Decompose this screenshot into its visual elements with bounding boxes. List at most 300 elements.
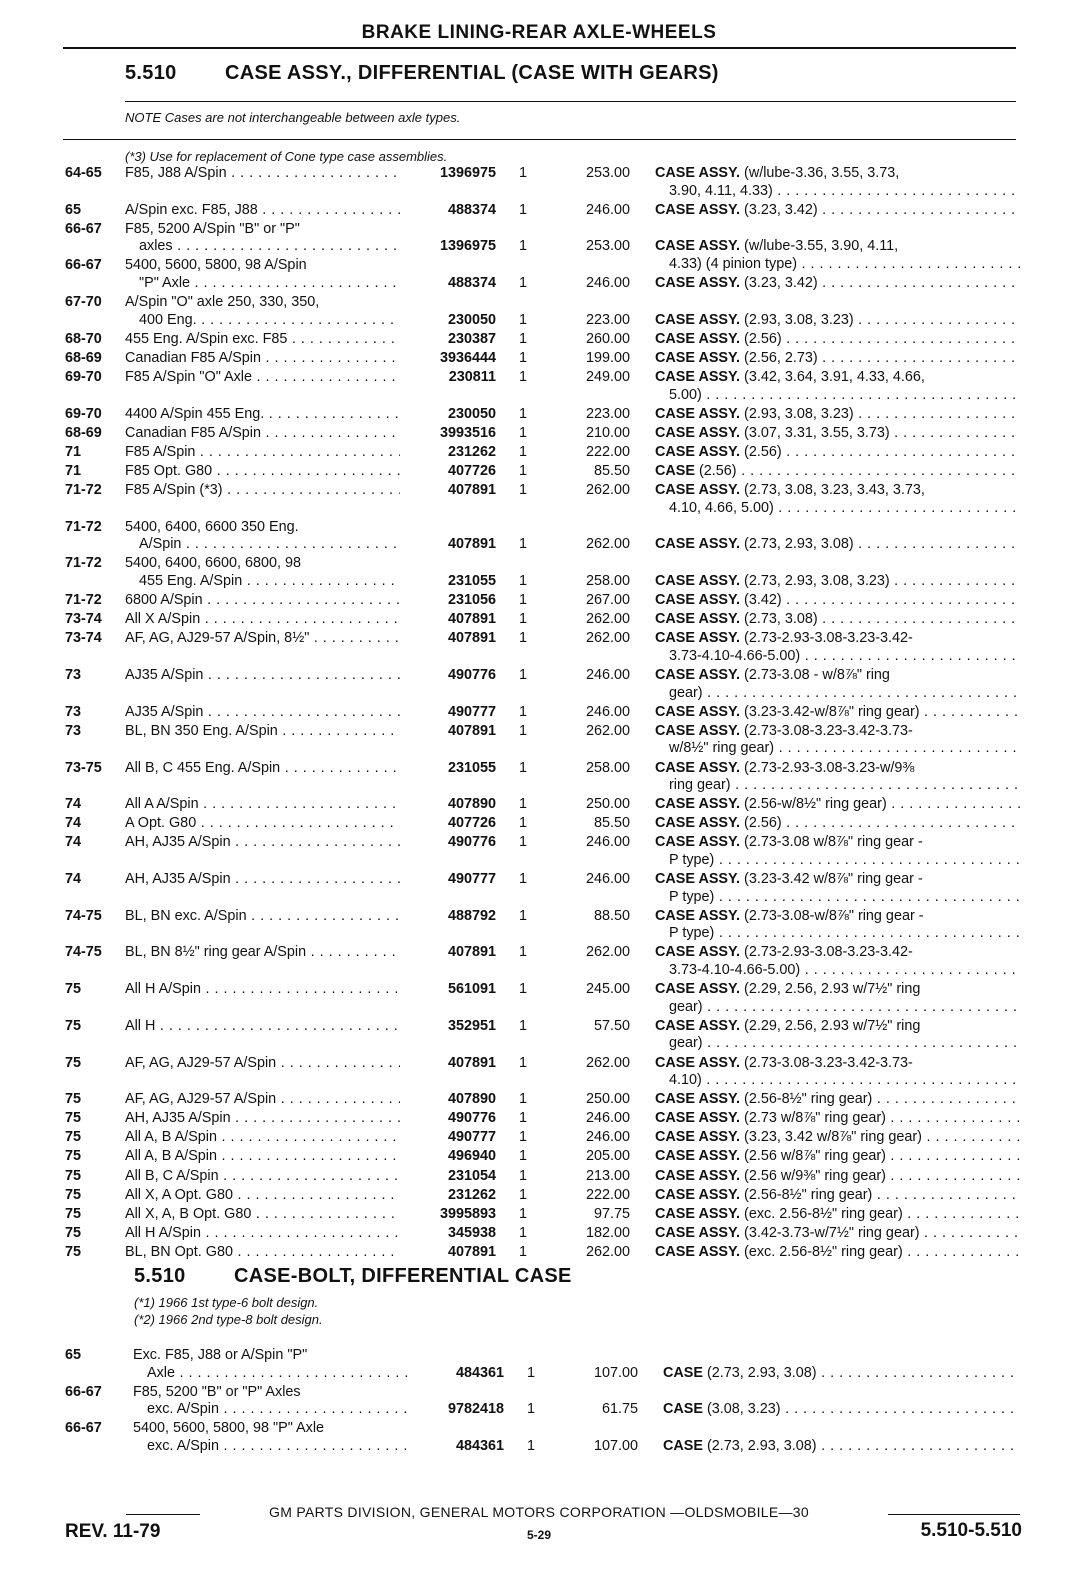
description-text: gear) xyxy=(669,998,703,1015)
part-number: 231262 xyxy=(447,1186,496,1203)
description-text: (2.73-2.93-3.08-3.23-3.42- xyxy=(744,630,913,647)
description-text: (3.07, 3.31, 3.55, 3.73) xyxy=(744,424,890,441)
table-row xyxy=(0,294,1078,331)
description-line xyxy=(655,648,1020,666)
quantity: 1 xyxy=(519,369,528,386)
table-row xyxy=(0,1055,1078,1092)
application-line: BL, BN 8½" ring gear A/Spin . . . xyxy=(125,944,400,962)
description-title: CASE ASSY. xyxy=(655,1054,741,1071)
description xyxy=(655,350,1020,368)
price: 246.00 xyxy=(585,201,630,218)
application-line: 455 Eng. A/Spin . . . xyxy=(125,573,400,591)
table-row xyxy=(0,1018,1078,1055)
year-range: 66-67 xyxy=(65,220,102,237)
description-title: CASE ASSY. xyxy=(655,592,741,609)
part-number: 3995893 xyxy=(439,1205,496,1222)
description xyxy=(655,463,1020,481)
part-number: 231262 xyxy=(447,443,496,460)
part-number: 231054 xyxy=(447,1167,496,1184)
quantity: 1 xyxy=(519,667,528,684)
application-line: All X A/Spin . . . xyxy=(125,611,400,629)
description-text: P type) xyxy=(669,888,715,905)
description-title: CASE xyxy=(655,463,695,479)
part-number: 3993516 xyxy=(439,424,496,441)
price: 267.00 xyxy=(585,592,630,609)
application-line: All A, B A/Spin . . . xyxy=(125,1129,400,1147)
description-line xyxy=(655,740,1020,758)
year-range: 73 xyxy=(65,722,82,739)
section-2-footnote-1: (*1) 1966 1st type-6 bolt design. xyxy=(134,1295,319,1311)
application-line: F85, 5200 "B" or "P" Axles xyxy=(133,1383,301,1400)
price: 213.00 xyxy=(585,1167,630,1184)
description-title: CASE ASSY. xyxy=(655,722,741,739)
description-text: (2.73-3.08 - w/8⅞" ring xyxy=(744,667,890,684)
year-range: 75 xyxy=(65,1054,82,1071)
part-number: 484361 xyxy=(455,1364,504,1381)
description-line xyxy=(655,463,1020,481)
description-title: CASE ASSY. xyxy=(655,1017,741,1034)
description-text: (2.56-8½" ring gear) xyxy=(744,1186,873,1203)
description-text: (2.56-w/8½" ring gear) xyxy=(744,796,887,813)
price: 222.00 xyxy=(585,1186,630,1203)
price: 85.50 xyxy=(593,815,630,832)
part-number: 352951 xyxy=(447,1017,496,1034)
quantity: 1 xyxy=(519,1110,528,1127)
description-title: CASE ASSY. xyxy=(655,330,741,347)
description-title: CASE ASSY. xyxy=(655,201,741,218)
description xyxy=(655,444,1020,462)
description xyxy=(655,834,1020,869)
quantity: 1 xyxy=(519,981,528,998)
year-range: 75 xyxy=(65,981,82,998)
section-2-entries xyxy=(0,1347,1078,1457)
table-row xyxy=(0,723,1078,760)
application-line: exc. A/Spin . . . xyxy=(133,1401,408,1419)
year-range: 71-72 xyxy=(65,555,102,572)
quantity: 1 xyxy=(519,611,528,628)
description-title: CASE ASSY. xyxy=(655,1148,741,1165)
description-line xyxy=(655,1110,1020,1128)
application-line: 5400, 6400, 6600 350 Eng. xyxy=(125,518,299,535)
part-number: 9782418 xyxy=(447,1401,504,1418)
price: 258.00 xyxy=(585,759,630,776)
application-line: Exc. F85, J88 or A/Spin "P" xyxy=(133,1347,308,1364)
application-line: AF, AG, AJ29-57 A/Spin . . . xyxy=(125,1091,400,1109)
part-number: 407726 xyxy=(447,463,496,479)
part-number: 490776 xyxy=(447,667,496,684)
price: 246.00 xyxy=(585,1129,630,1146)
application-line: 5400, 6400, 6600, 6800, 98 xyxy=(125,555,302,572)
description xyxy=(663,1438,1020,1456)
quantity: 1 xyxy=(519,834,528,851)
table-row xyxy=(0,760,1078,797)
application-line: BL, BN exc. A/Spin . . . xyxy=(125,908,400,926)
description-line xyxy=(655,1206,1020,1224)
description-line xyxy=(655,1072,1020,1090)
description xyxy=(655,1168,1020,1186)
section-1-note: NOTE Cases are not interchangeable between axle types. xyxy=(125,110,461,125)
quantity: 1 xyxy=(519,424,528,441)
application-line: All H . . . xyxy=(125,1018,400,1036)
quantity: 1 xyxy=(519,1186,528,1203)
price: 246.00 xyxy=(585,1110,630,1127)
part-number: 561091 xyxy=(447,981,496,998)
part-number: 230811 xyxy=(448,369,496,386)
description xyxy=(655,981,1020,1016)
section-1-rule xyxy=(125,101,1016,102)
part-number: 407891 xyxy=(447,630,496,647)
price: 97.75 xyxy=(593,1205,630,1222)
description-text: (3.42-3.73-w/7½" ring gear) xyxy=(744,1224,920,1241)
section-2-title-text: CASE-BOLT, DIFFERENTIAL CASE xyxy=(234,1265,572,1288)
part-number: 231055 xyxy=(447,573,496,590)
description-text: (2.73, 2.93, 3.08) xyxy=(744,536,854,553)
application xyxy=(125,871,400,889)
application-line: A/Spin "O" axle 250, 330, 350, xyxy=(125,294,320,311)
year-range: 74 xyxy=(65,834,82,851)
description-line xyxy=(655,350,1020,368)
application xyxy=(125,369,400,387)
application xyxy=(125,611,400,629)
description xyxy=(655,1206,1020,1224)
description xyxy=(655,202,1020,220)
section-2-number: 5.510 xyxy=(134,1265,186,1288)
description-text: (2.73-3.08-3.23-3.42-3.73- xyxy=(744,722,913,739)
part-number: 488374 xyxy=(447,275,496,292)
description-line xyxy=(655,275,1020,293)
price: 253.00 xyxy=(585,238,630,255)
description-title: CASE ASSY. xyxy=(655,443,741,460)
table-row xyxy=(0,871,1078,908)
description-line xyxy=(655,944,1020,962)
application xyxy=(125,796,400,814)
application-line: BL, BN 350 Eng. A/Spin . . . xyxy=(125,723,400,741)
price: 223.00 xyxy=(585,405,630,422)
quantity: 1 xyxy=(519,165,528,181)
application xyxy=(125,294,400,329)
footer-publisher: GM PARTS DIVISION, GENERAL MOTORS CORPORATION —OLDSMOBILE—30 xyxy=(269,1504,809,1520)
year-range: 74 xyxy=(65,871,82,888)
application-line: 6800 A/Spin . . . xyxy=(125,592,400,610)
description-line xyxy=(655,183,1020,201)
year-range: 69-70 xyxy=(65,405,102,422)
year-range: 71-72 xyxy=(65,518,102,535)
description-text: (2.56 w/9⅜" ring gear) xyxy=(744,1167,886,1184)
table-row xyxy=(0,257,1078,294)
application-line: 5400, 5600, 5800, 98 "P" Axle xyxy=(133,1420,325,1437)
description-line xyxy=(655,536,1020,554)
table-row xyxy=(0,908,1078,945)
part-number: 230387 xyxy=(447,330,496,347)
quantity: 1 xyxy=(519,482,528,499)
quantity: 1 xyxy=(519,907,528,924)
year-range: 75 xyxy=(65,1186,82,1203)
description xyxy=(655,760,1020,795)
description-text: (2.56) xyxy=(698,463,737,479)
application-line: 455 Eng. A/Spin exc. F85 . . . xyxy=(125,331,400,349)
price: 222.00 xyxy=(585,443,630,460)
description xyxy=(655,369,1020,404)
description-text: 4.10) xyxy=(669,1072,702,1089)
application-line: Canadian F85 A/Spin . . . xyxy=(125,425,400,443)
description-text: (2.93, 3.08, 3.23) xyxy=(744,311,854,328)
application-line: All X, A, B Opt. G80 . . . xyxy=(125,1206,400,1224)
year-range: 71-72 xyxy=(65,482,102,499)
description-line xyxy=(655,444,1020,462)
part-number: 1396975 xyxy=(439,165,496,181)
part-number: 488374 xyxy=(447,201,496,218)
part-number: 231055 xyxy=(447,759,496,776)
description-text: (2.56) xyxy=(744,443,782,460)
table-row xyxy=(0,611,1078,630)
description-line xyxy=(655,815,1020,833)
description xyxy=(655,630,1020,665)
description-line xyxy=(655,1225,1020,1243)
price: 262.00 xyxy=(585,944,630,961)
description-text: (3.23-3.42-w/8⅞" ring gear) xyxy=(744,703,920,720)
application-line: F85, J88 A/Spin . . . xyxy=(125,165,400,183)
application xyxy=(125,1187,400,1205)
description-line xyxy=(655,777,1020,795)
application xyxy=(133,1420,408,1455)
year-range: 75 xyxy=(65,1243,82,1260)
year-range: 75 xyxy=(65,1167,82,1184)
description-title: CASE ASSY. xyxy=(655,1243,741,1260)
description xyxy=(655,908,1020,943)
section-2-footnote-2: (*2) 1966 2nd type-8 bolt design. xyxy=(134,1312,323,1328)
price: 88.50 xyxy=(593,907,630,924)
year-range: 73-74 xyxy=(65,611,102,628)
description-text: 3.73-4.10-4.66-5.00) xyxy=(669,962,801,979)
description-line xyxy=(655,331,1020,349)
quantity: 1 xyxy=(519,796,528,813)
year-range: 66-67 xyxy=(65,257,102,274)
description-text: gear) xyxy=(669,684,703,701)
quantity: 1 xyxy=(527,1364,536,1381)
part-number: 231056 xyxy=(447,592,496,609)
quantity: 1 xyxy=(519,311,528,328)
description-line xyxy=(655,908,1020,926)
quantity: 1 xyxy=(519,1243,528,1260)
price: 262.00 xyxy=(585,482,630,499)
description-title: CASE ASSY. xyxy=(655,536,741,553)
quantity: 1 xyxy=(519,592,528,609)
page-header: BRAKE LINING-REAR AXLE-WHEELS xyxy=(361,22,717,43)
description-text: (2.73, 2.93, 3.08) xyxy=(706,1438,817,1454)
application xyxy=(125,1055,400,1073)
application xyxy=(125,723,400,741)
application-line: F85, 5200 A/Spin "B" or "P" xyxy=(125,220,300,237)
description-title: CASE ASSY. xyxy=(655,1224,741,1241)
description-text: ring gear) xyxy=(669,777,731,794)
description-text: (3.42) xyxy=(744,592,782,609)
quantity: 1 xyxy=(519,573,528,590)
description-line xyxy=(655,1129,1020,1147)
application xyxy=(125,834,400,852)
application xyxy=(125,630,400,648)
table-row xyxy=(0,1168,1078,1187)
application-line: axles . . . xyxy=(125,238,400,256)
description-line xyxy=(655,704,1020,722)
year-range: 68-70 xyxy=(65,330,102,347)
part-number: 407891 xyxy=(447,482,496,499)
description-text: (2.56-8½" ring gear) xyxy=(744,1091,873,1108)
table-row xyxy=(0,1225,1078,1244)
description-title: CASE xyxy=(663,1364,703,1381)
year-range: 75 xyxy=(65,1148,82,1165)
table-row xyxy=(0,555,1078,592)
description-title: CASE ASSY. xyxy=(655,275,741,292)
application-line: All A A/Spin . . . xyxy=(125,796,400,814)
description-line xyxy=(655,573,1020,591)
description-text: (2.56 w/8⅞" ring gear) xyxy=(744,1148,886,1165)
description-title: CASE ASSY. xyxy=(655,1205,741,1222)
table-row xyxy=(0,1110,1078,1129)
description-title: CASE ASSY. xyxy=(655,981,741,998)
description-text: (2.56) xyxy=(744,330,782,347)
description-text: P type) xyxy=(669,925,715,942)
price: 246.00 xyxy=(585,871,630,888)
application xyxy=(125,257,400,292)
description-text: (3.23, 3.42) xyxy=(744,201,818,218)
table-row xyxy=(0,592,1078,611)
description-line xyxy=(663,1438,1020,1456)
application xyxy=(125,1110,400,1128)
price: 107.00 xyxy=(593,1364,638,1381)
application xyxy=(125,555,400,590)
description-line xyxy=(655,482,1020,500)
quantity: 1 xyxy=(519,536,528,553)
application-line: F85 A/Spin (*3) . . . xyxy=(125,482,400,500)
table-row xyxy=(0,1244,1078,1263)
application-line: AJ35 A/Spin . . . xyxy=(125,667,400,685)
part-number: 407891 xyxy=(447,1054,496,1071)
description-title: CASE ASSY. xyxy=(655,815,741,832)
description-text: (2.73, 3.08, 3.23, 3.43, 3.73, xyxy=(744,482,925,499)
description-line xyxy=(655,425,1020,443)
description-title: CASE ASSY. xyxy=(655,759,741,776)
year-range: 69-70 xyxy=(65,369,102,386)
description-title: CASE ASSY. xyxy=(655,796,741,813)
quantity: 1 xyxy=(519,1054,528,1071)
part-number: 490777 xyxy=(447,1129,496,1146)
price: 262.00 xyxy=(585,1243,630,1260)
table-row xyxy=(0,482,1078,519)
description-line xyxy=(655,852,1020,870)
description-line xyxy=(655,723,1020,741)
year-range: 71-72 xyxy=(65,592,102,609)
description-line xyxy=(663,1365,1020,1383)
application xyxy=(125,592,400,610)
description-line xyxy=(655,962,1020,980)
quantity: 1 xyxy=(519,275,528,292)
price: 262.00 xyxy=(585,630,630,647)
application-line: All B, C A/Spin . . . xyxy=(125,1168,400,1186)
description xyxy=(655,592,1020,610)
part-number: 407891 xyxy=(447,611,496,628)
part-number: 407891 xyxy=(447,1243,496,1260)
price: 262.00 xyxy=(585,1054,630,1071)
application xyxy=(125,908,400,926)
price: 245.00 xyxy=(585,981,630,998)
description-title: CASE ASSY. xyxy=(655,871,741,888)
description-text: (2.73-2.93-3.08-3.23-w/9⅜ xyxy=(744,759,915,776)
quantity: 1 xyxy=(519,1167,528,1184)
application xyxy=(125,519,400,554)
description-line xyxy=(655,871,1020,889)
application-line: AH, AJ35 A/Spin . . . xyxy=(125,1110,400,1128)
description-text: (exc. 2.56-8½" ring gear) xyxy=(744,1243,903,1260)
price: 246.00 xyxy=(585,275,630,292)
price: 223.00 xyxy=(585,311,630,328)
table-row xyxy=(0,1384,1078,1421)
description-text: (2.73, 3.08) xyxy=(744,611,818,628)
description xyxy=(655,1244,1020,1262)
table-row xyxy=(0,1187,1078,1206)
application xyxy=(133,1384,408,1419)
price: 199.00 xyxy=(585,349,630,366)
table-row xyxy=(0,165,1078,202)
application-line: All X, A Opt. G80 . . . xyxy=(125,1187,400,1205)
price: 107.00 xyxy=(593,1438,638,1454)
quantity: 1 xyxy=(519,201,528,218)
description xyxy=(655,482,1020,517)
year-range: 65 xyxy=(65,201,82,218)
table-row xyxy=(0,815,1078,834)
description-text: 4.10, 4.66, 5.00) xyxy=(669,499,774,516)
application xyxy=(125,463,400,481)
application xyxy=(125,331,400,349)
description xyxy=(655,723,1020,758)
description xyxy=(655,425,1020,443)
description xyxy=(655,165,1020,200)
price: 260.00 xyxy=(585,330,630,347)
part-number: 490776 xyxy=(447,834,496,851)
description-title: CASE ASSY. xyxy=(655,1091,741,1108)
table-row xyxy=(0,1091,1078,1110)
description xyxy=(655,704,1020,722)
price: 210.00 xyxy=(585,424,630,441)
description-title: CASE ASSY. xyxy=(655,703,741,720)
application xyxy=(125,815,400,833)
description-text: w/8½" ring gear) xyxy=(669,740,775,757)
price: 262.00 xyxy=(585,722,630,739)
part-number: 407891 xyxy=(447,944,496,961)
description-line xyxy=(655,202,1020,220)
description-line xyxy=(655,369,1020,387)
part-number: 407891 xyxy=(447,536,496,553)
price: 249.00 xyxy=(585,369,630,386)
table-row xyxy=(0,463,1078,482)
description-text: (2.73 w/8⅞" ring gear) xyxy=(744,1110,886,1127)
part-number: 230050 xyxy=(447,311,496,328)
table-row xyxy=(0,369,1078,406)
application xyxy=(125,406,400,424)
description-text: P type) xyxy=(669,851,715,868)
description-text: 5.00) xyxy=(669,386,702,403)
price: 262.00 xyxy=(585,536,630,553)
application-line: 400 Eng. . . . xyxy=(125,312,400,330)
description-line xyxy=(655,1244,1020,1262)
description-title: CASE ASSY. xyxy=(655,834,741,851)
year-range: 65 xyxy=(65,1347,82,1364)
description-text: (2.73, 2.93, 3.08, 3.23) xyxy=(744,573,890,590)
quantity: 1 xyxy=(519,759,528,776)
quantity: 1 xyxy=(519,349,528,366)
application xyxy=(133,1347,408,1382)
description-line xyxy=(655,999,1020,1017)
description-text: (2.73-3.08-w/8⅞" ring gear - xyxy=(744,907,924,924)
